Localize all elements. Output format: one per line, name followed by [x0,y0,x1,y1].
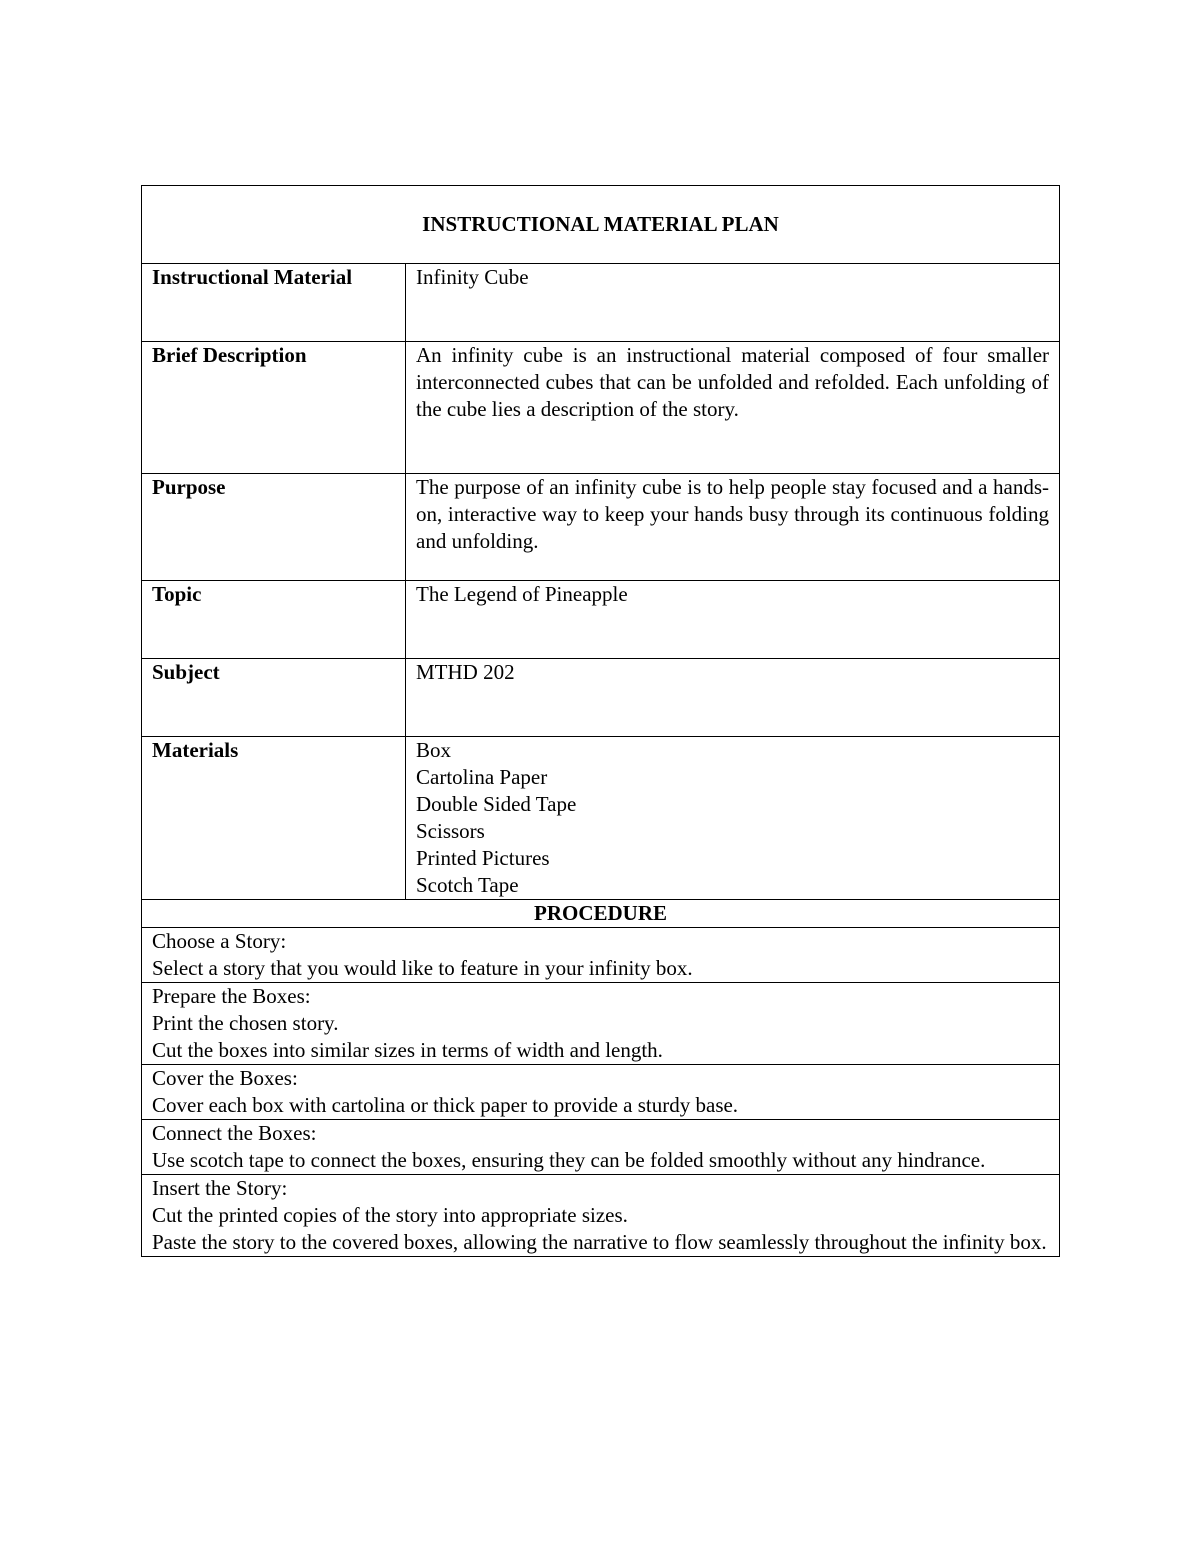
instructional-material-label: Instructional Material [142,264,406,342]
materials-item: Scissors [416,819,485,843]
procedure-step-line: Cut the boxes into similar sizes in terms of width and length. [152,1038,663,1062]
materials-item: Double Sided Tape [416,792,577,816]
purpose-value: The purpose of an infinity cube is to help people stay focused and a hands-on, interactive way to keep your hands busy through its continuous folding and unfolding. [406,474,1060,581]
procedure-step-line: Paste the story to the covered boxes, allowing the narrative to flow seamlessly throughout the infinity box. [152,1230,1047,1254]
procedure-step [142,1175,1060,1257]
procedure-step-cell [142,928,1060,983]
procedure-step-title: Insert the Story: [152,1176,288,1200]
procedure-step-cell [142,983,1060,1065]
procedure-step-title: Cover the Boxes: [152,1066,298,1090]
brief-description-value: An infinity cube is an instructional material composed of four smaller interconnected cubes that can be unfolded and refolded. Each unfolding of the cube lies a description of the story. [406,342,1060,474]
procedure-step-title: Prepare the Boxes: [152,984,311,1008]
title-row [142,186,1060,264]
materials-item: Scotch Tape [416,873,519,897]
instructional-material-value: Infinity Cube [406,264,1060,342]
procedure-heading-row [142,900,1060,928]
procedure-heading: PROCEDURE [142,900,1060,928]
instructional-material-plan-table [141,185,1060,1257]
procedure-step [142,1120,1060,1175]
materials-list [406,737,1060,900]
procedure-step-title: Connect the Boxes: [152,1121,317,1145]
topic-row [142,581,1060,659]
brief-description-label: Brief Description [142,342,406,474]
document-title: INSTRUCTIONAL MATERIAL PLAN [142,186,1060,264]
materials-item: Printed Pictures [416,846,550,870]
subject-row [142,659,1060,737]
instructional-material-row [142,264,1060,342]
materials-row [142,737,1060,900]
procedure-step-line: Cover each box with cartolina or thick paper to provide a sturdy base. [152,1093,739,1117]
subject-label: Subject [142,659,406,737]
procedure-step-title: Choose a Story: [152,929,287,953]
procedure-step-cell [142,1175,1060,1257]
document-page [141,185,1059,1257]
procedure-step [142,983,1060,1065]
materials-item: Box [416,738,452,762]
topic-value: The Legend of Pineapple [406,581,1060,659]
purpose-row [142,474,1060,581]
procedure-step-line: Select a story that you would like to feature in your infinity box. [152,956,693,980]
purpose-label: Purpose [142,474,406,581]
topic-label: Topic [142,581,406,659]
materials-item: Cartolina Paper [416,765,548,789]
subject-value: MTHD 202 [406,659,1060,737]
procedure-step [142,1065,1060,1120]
procedure-step-cell [142,1065,1060,1120]
procedure-step [142,928,1060,983]
brief-description-row [142,342,1060,474]
procedure-step-line: Use scotch tape to connect the boxes, ensuring they can be folded smoothly without any hindrance. [152,1148,986,1172]
procedure-step-line: Cut the printed copies of the story into appropriate sizes. [152,1203,628,1227]
materials-label: Materials [142,737,406,900]
procedure-step-line: Print the chosen story. [152,1011,339,1035]
procedure-step-cell [142,1120,1060,1175]
